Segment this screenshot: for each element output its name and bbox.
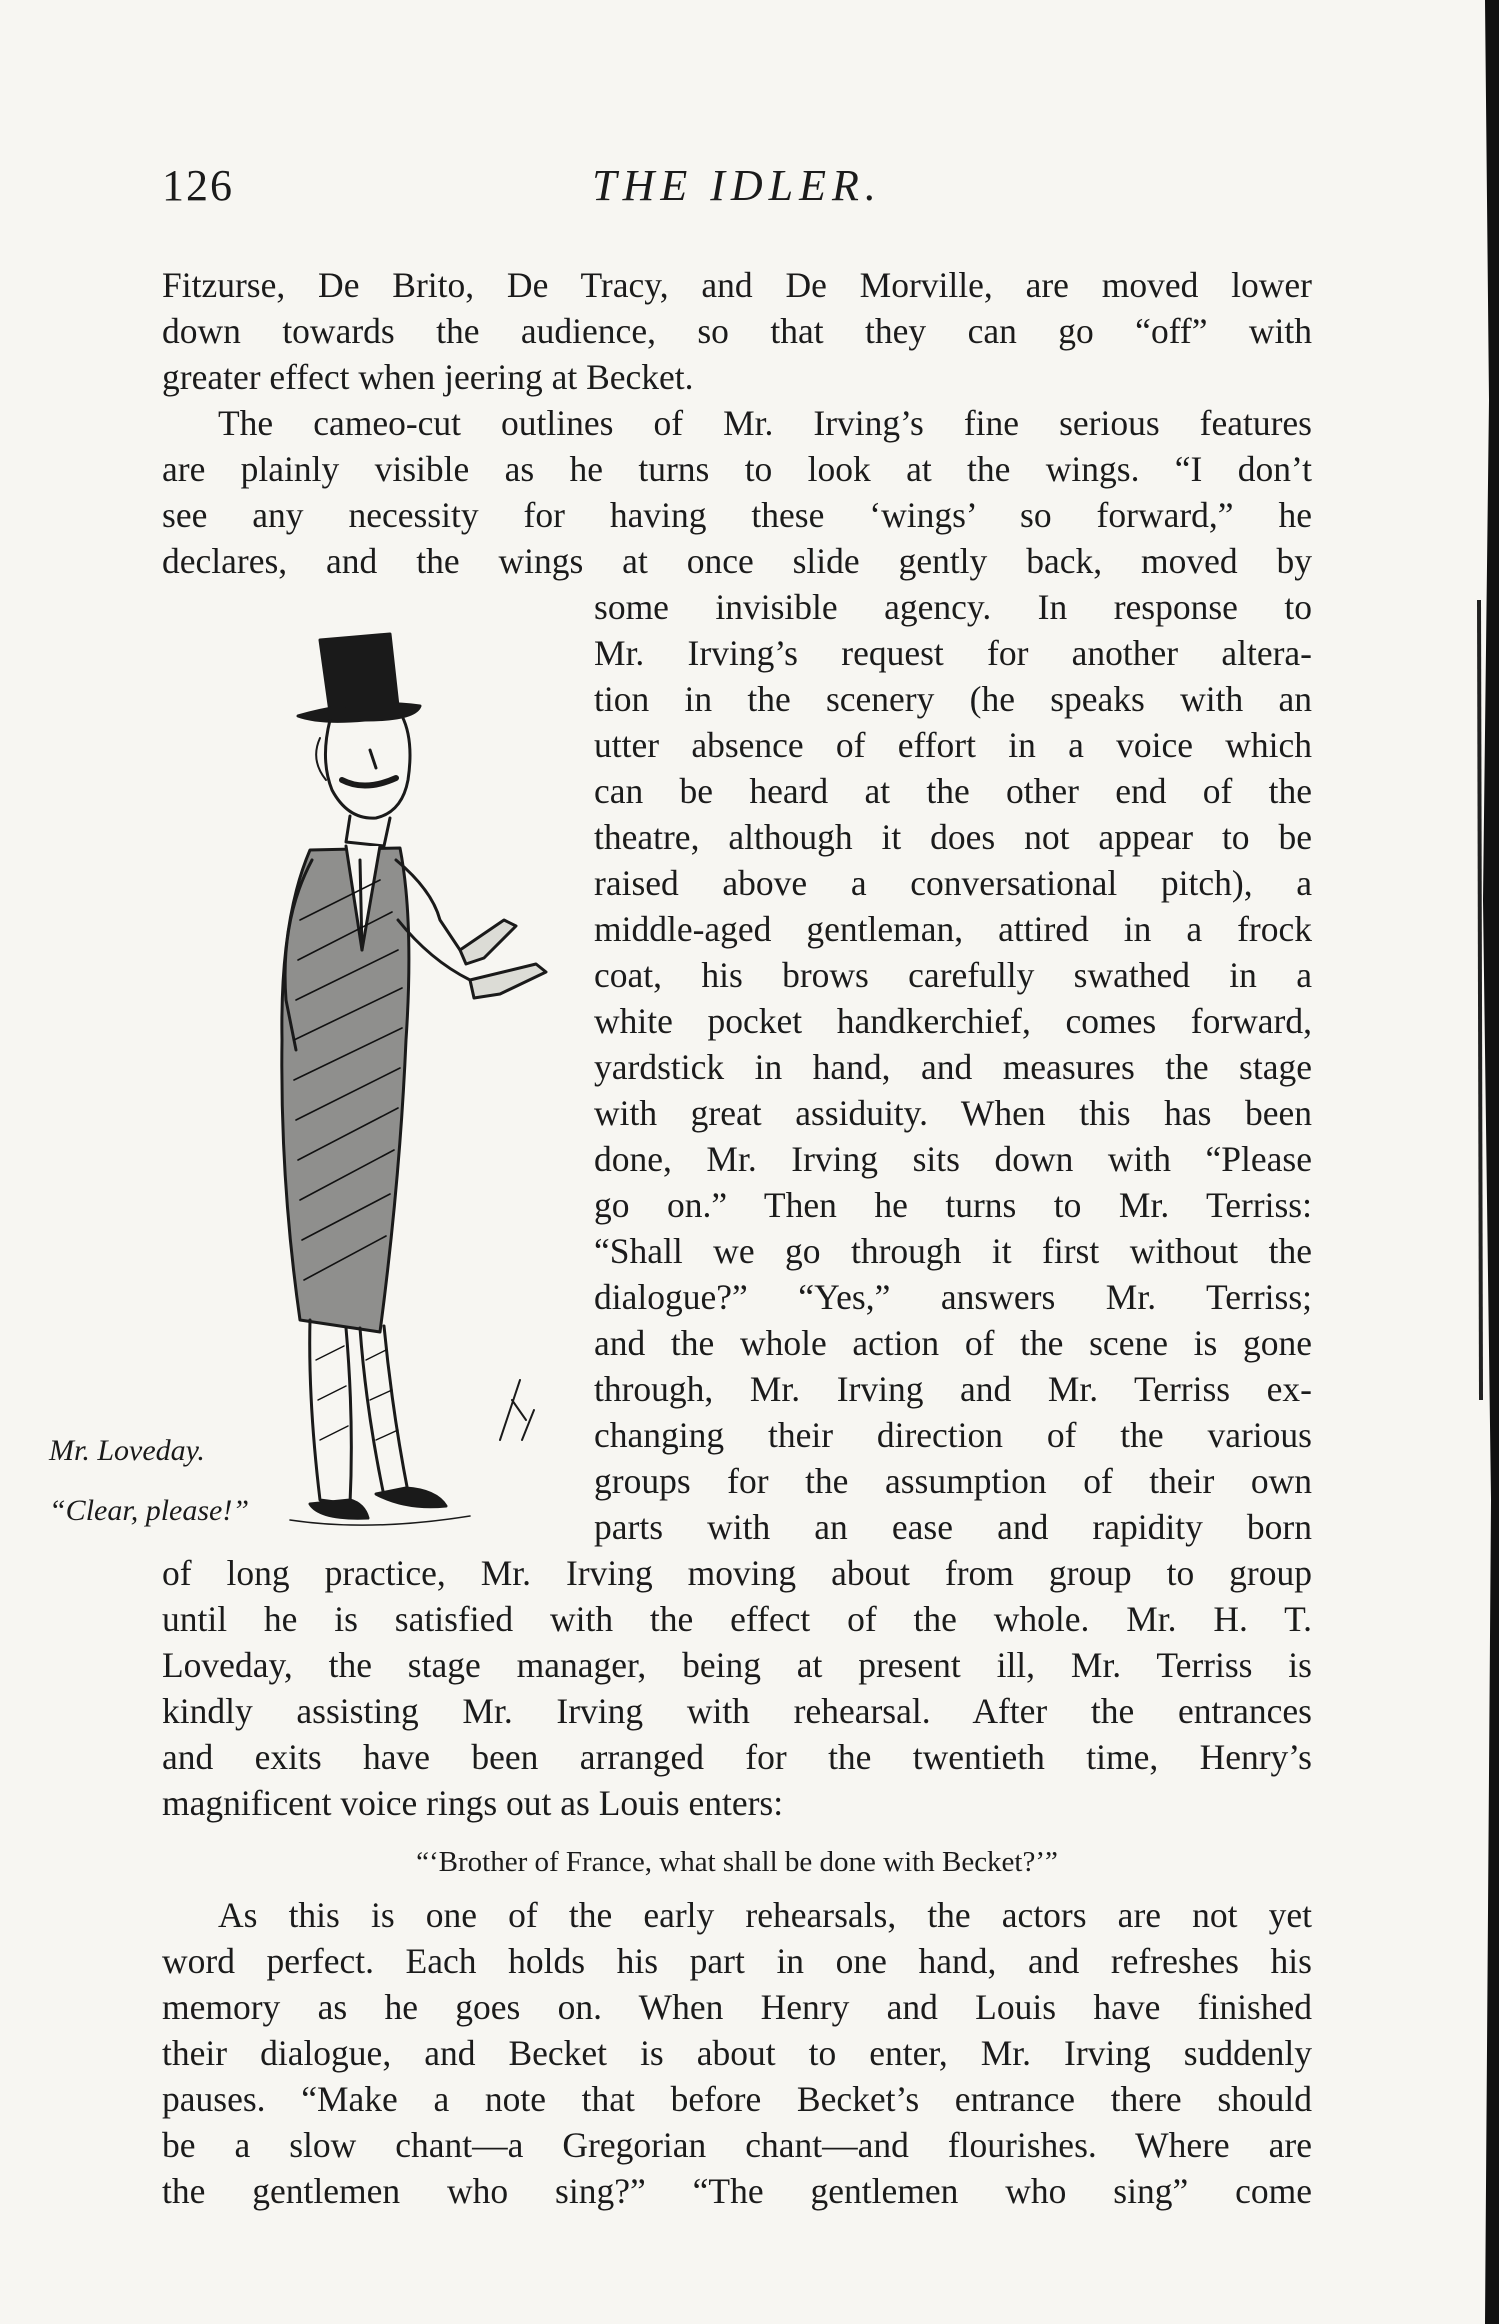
text-line: kindly assisting Mr. Irving with rehearsal. After the entrances — [162, 1691, 1312, 1731]
text-line: tion in the scenery (he speaks with an — [594, 679, 1312, 719]
text-line: go on.” Then he turns to Mr. Terriss: — [594, 1185, 1312, 1225]
text-line: and the whole action of the scene is gone — [594, 1323, 1312, 1363]
text-line: raised above a conversational pitch), a — [594, 863, 1312, 903]
text-line: word perfect. Each holds his part in one hand, and refreshes his — [162, 1941, 1312, 1981]
text-line: down towards the audience, so that they can go “off” with — [162, 311, 1312, 351]
text-line: yardstick in hand, and measures the stage — [594, 1047, 1312, 1087]
text-line: As this is one of the early rehearsals, the actors are not yet — [218, 1895, 1312, 1935]
text-line: dialogue?” “Yes,” answers Mr. Terriss; — [594, 1277, 1312, 1317]
text-line: theatre, although it does not appear to be — [594, 817, 1312, 857]
caption-name: Mr. Loveday. — [49, 1434, 205, 1467]
text-line: pauses. “Make a note that before Becket’s entrance there should — [162, 2079, 1312, 2119]
text-line: done, Mr. Irving sits down with “Please — [594, 1139, 1312, 1179]
text-line: see any necessity for having these ‘wings’ so forward,” he — [162, 495, 1312, 535]
text-line: with great assiduity. When this has been — [594, 1093, 1312, 1133]
text-line: parts with an ease and rapidity born — [594, 1507, 1312, 1547]
body-text-narrow — [594, 584, 1312, 1550]
text-line: through, Mr. Irving and Mr. Terriss ex- — [594, 1369, 1312, 1409]
page-number: 126 — [162, 161, 234, 210]
text-line: Fitzurse, De Brito, De Tracy, and De Morville, are moved lower — [162, 265, 1312, 305]
body-text-middle — [162, 1550, 1312, 1826]
text-line: Mr. Irving’s request for another altera- — [594, 633, 1312, 673]
text-line: be a slow chant—a Gregorian chant—and flourishes. Where are — [162, 2125, 1312, 2165]
text-line: Loveday, the stage manager, being at present ill, Mr. Terriss is — [162, 1645, 1312, 1685]
text-line: until he is satisfied with the effect of the whole. Mr. H. T. — [162, 1599, 1312, 1639]
text-line: the gentlemen who sing?” “The gentlemen who sing” come — [162, 2171, 1312, 2211]
text-line: some invisible agency. In response to — [594, 587, 1312, 627]
verse-quote: “‘Brother of France, what shall be done with Becket?’” — [416, 1846, 1058, 1878]
binding-edge — [1455, 0, 1499, 2324]
text-line: of long practice, Mr. Irving moving about from group to group — [162, 1553, 1312, 1593]
text-line: are plainly visible as he turns to look at the wings. “I don’t — [162, 449, 1312, 489]
text-line: “Shall we go through it first without the — [594, 1231, 1312, 1271]
gentleman-illustration — [170, 620, 590, 1540]
body-text-bottom — [162, 1892, 1312, 2214]
text-line: The cameo-cut outlines of Mr. Irving’s fine serious features — [218, 403, 1312, 443]
text-line: and exits have been arranged for the twentieth time, Henry’s — [162, 1737, 1312, 1777]
body-text-top — [162, 262, 1312, 584]
text-line: greater effect when jeering at Becket. — [162, 357, 694, 397]
text-line: white pocket handkerchief, comes forward, — [594, 1001, 1312, 1041]
text-line: can be heard at the other end of the — [594, 771, 1312, 811]
text-line: declares, and the wings at once slide gently back, moved by — [162, 541, 1312, 581]
text-line: middle-aged gentleman, attired in a frock — [594, 909, 1312, 949]
caption-quote: “Clear, please!” — [49, 1494, 250, 1527]
running-title: THE IDLER. — [592, 161, 882, 210]
text-line: utter absence of effort in a voice which — [594, 725, 1312, 765]
text-line: coat, his brows carefully swathed in a — [594, 955, 1312, 995]
text-line: memory as he goes on. When Henry and Louis have finished — [162, 1987, 1312, 2027]
text-line: groups for the assumption of their own — [594, 1461, 1312, 1501]
text-line: changing their direction of the various — [594, 1415, 1312, 1455]
text-line: their dialogue, and Becket is about to enter, Mr. Irving suddenly — [162, 2033, 1312, 2073]
page-header — [162, 160, 1312, 220]
handwritten-caption — [45, 1410, 255, 1550]
text-line: magnificent voice rings out as Louis enters: — [162, 1783, 784, 1823]
